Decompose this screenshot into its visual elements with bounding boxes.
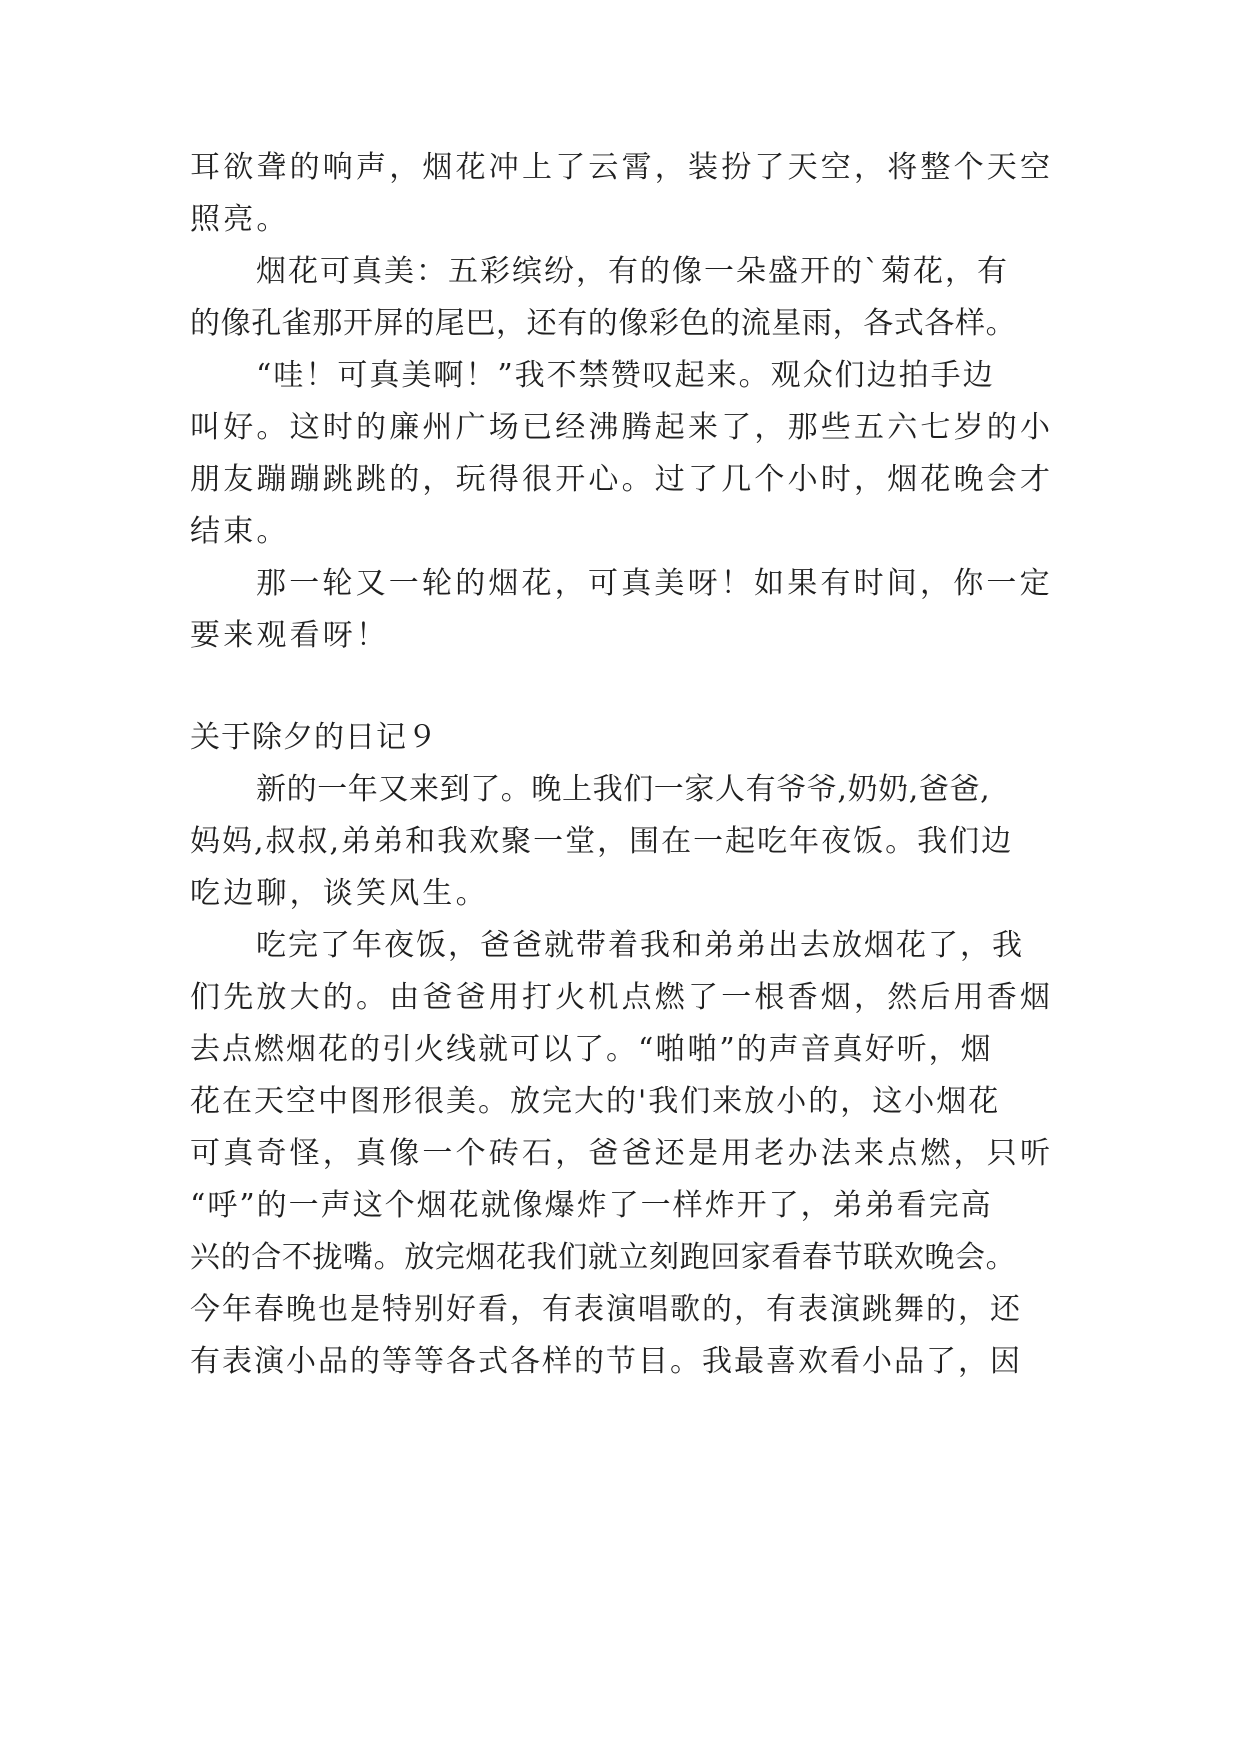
text-line: 叫好。这时的廉州广场已经沸腾起来了，那些五六七岁的小	[190, 410, 1054, 445]
text-line: 去点燃烟花的引火线就可以了。“啪啪”的声音真好听，烟	[190, 1032, 993, 1067]
text-line: 可真奇怪，真像一个砖石，爸爸还是用老办法来点燃，只听	[190, 1136, 1054, 1171]
text-line: 妈妈,叔叔,弟弟和我欢聚一堂，围在一起吃年夜饭。我们边	[190, 824, 1014, 859]
text-line: 照亮。	[190, 202, 290, 237]
text-line: “哇！可真美啊！”我不禁赞叹起来。观众们边拍手边	[256, 358, 995, 393]
text-line: 花在天空中图形很美。放完大的'我们来放小的，这小烟花	[190, 1084, 1001, 1119]
section-title: 关于除夕的日记９	[190, 720, 438, 755]
text-line: 吃边聊，谈笑风生。	[190, 876, 489, 911]
text-line: 有表演小品的等等各式各样的节目。我最喜欢看小品了，因	[190, 1344, 1022, 1379]
text-line: 朋友蹦蹦跳跳的，玩得很开心。过了几个小时，烟花晚会才	[190, 462, 1054, 497]
text-line: 烟花可真美：五彩缤纷，有的像一朵盛开的`菊花，有	[256, 254, 1009, 289]
text-line: 们先放大的。由爸爸用打火机点燃了一根香烟，然后用香烟	[190, 980, 1054, 1015]
text-line: 的像孔雀那开屏的尾巴，还有的像彩色的流星雨，各式各样。	[190, 306, 1017, 341]
text-line: 耳欲聋的响声，烟花冲上了云霄，装扮了天空，将整个天空	[190, 150, 1054, 185]
text-line: 吃完了年夜饭，爸爸就带着我和弟弟出去放烟花了，我	[256, 928, 1024, 963]
text-line: 新的一年又来到了。晚上我们一家人有爷爷,奶奶,爸爸,	[256, 772, 991, 807]
text-line: 兴的合不拢嘴。放完烟花我们就立刻跑回家看春节联欢晚会。	[190, 1240, 1017, 1275]
text-line: 那一轮又一轮的烟花，可真美呀！如果有时间，你一定	[256, 566, 1053, 601]
text-line: 今年春晚也是特别好看，有表演唱歌的，有表演跳舞的，还	[190, 1292, 1022, 1327]
text-line: 结束。	[190, 514, 290, 549]
text-line: 要来观看呀！	[190, 618, 390, 653]
text-line: “呼”的一声这个烟花就像爆炸了一样炸开了，弟弟看完高	[190, 1188, 993, 1223]
